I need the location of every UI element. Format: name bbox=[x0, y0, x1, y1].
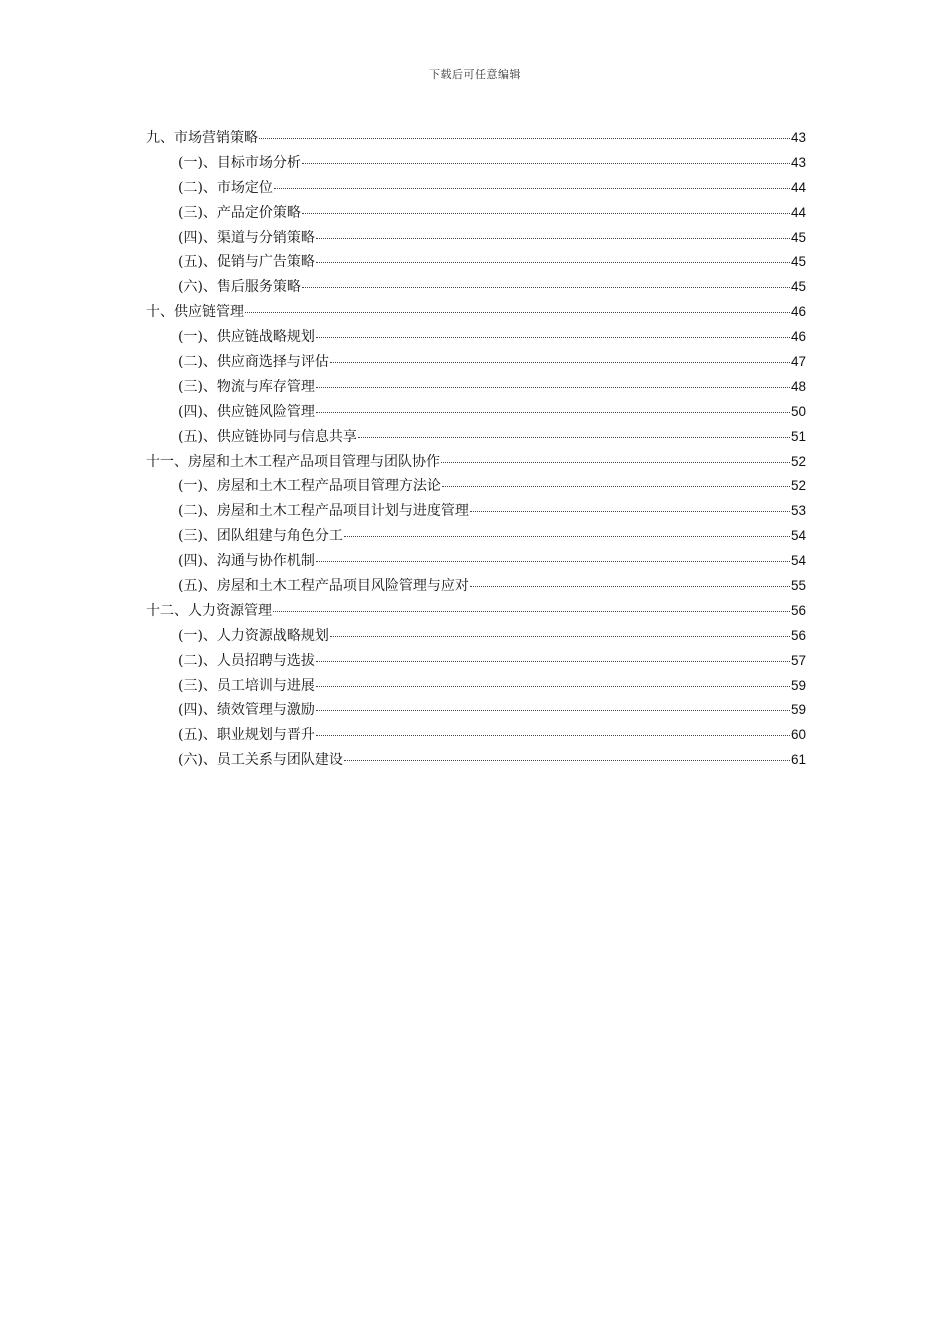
toc-entry-title: (四)、渠道与分销策略 bbox=[178, 229, 315, 246]
toc-entry-page-number: 54 bbox=[790, 528, 806, 544]
toc-entry-title: (六)、员工关系与团队建设 bbox=[178, 752, 343, 769]
toc-entry-title: (二)、房屋和土木工程产品项目计划与进度管理 bbox=[178, 503, 469, 520]
toc-dot-leader bbox=[344, 760, 790, 761]
toc-entry-title: (三)、员工培训与进展 bbox=[178, 677, 315, 694]
toc-entry-page-number: 52 bbox=[790, 453, 806, 469]
toc-entry-title: (五)、职业规划与晋升 bbox=[178, 727, 315, 744]
toc-section-entry[interactable] bbox=[146, 574, 806, 599]
toc-entry-title: (一)、目标市场分析 bbox=[178, 154, 301, 171]
toc-entry-title: (四)、绩效管理与激励 bbox=[178, 702, 315, 719]
toc-dot-leader bbox=[470, 586, 790, 587]
toc-section-entry[interactable] bbox=[146, 201, 806, 226]
toc-dot-leader bbox=[316, 710, 790, 711]
toc-entry-page-number: 44 bbox=[790, 204, 806, 220]
toc-entry-page-number: 55 bbox=[790, 578, 806, 594]
toc-entry-page-number: 43 bbox=[790, 130, 806, 145]
toc-entry-page-number: 61 bbox=[790, 752, 806, 768]
toc-entry-title: (一)、房屋和土木工程产品项目管理方法论 bbox=[178, 478, 441, 495]
toc-dot-leader bbox=[245, 312, 790, 313]
toc-entry-title: (三)、物流与库存管理 bbox=[178, 378, 315, 395]
toc-chapter-entry[interactable] bbox=[146, 300, 806, 325]
toc-dot-leader bbox=[274, 188, 790, 189]
toc-entry-page-number: 48 bbox=[790, 378, 806, 394]
toc-dot-leader bbox=[316, 686, 790, 687]
toc-section-entry[interactable] bbox=[146, 151, 806, 176]
toc-section-entry[interactable] bbox=[146, 624, 806, 649]
toc-dot-leader bbox=[316, 412, 790, 413]
toc-entry-page-number: 50 bbox=[790, 403, 806, 419]
toc-chapter-entry[interactable] bbox=[146, 599, 806, 624]
toc-dot-leader bbox=[442, 486, 790, 487]
toc-entry-title: (五)、促销与广告策略 bbox=[178, 254, 315, 271]
toc-dot-leader bbox=[316, 735, 790, 736]
toc-section-entry[interactable] bbox=[146, 649, 806, 674]
toc-section-entry[interactable] bbox=[146, 674, 806, 699]
toc-entry-title: (三)、团队组建与角色分工 bbox=[178, 528, 343, 545]
table-of-contents bbox=[146, 126, 806, 773]
toc-entry-title: 十一、房屋和土木工程产品项目管理与团队协作 bbox=[146, 453, 440, 470]
toc-entry-page-number: 56 bbox=[790, 627, 806, 643]
toc-dot-leader bbox=[358, 437, 790, 438]
toc-dot-leader bbox=[330, 636, 790, 637]
toc-section-entry[interactable] bbox=[146, 425, 806, 450]
toc-section-entry[interactable] bbox=[146, 549, 806, 574]
toc-dot-leader bbox=[316, 238, 790, 239]
toc-dot-leader bbox=[316, 262, 790, 263]
toc-entry-page-number: 53 bbox=[790, 503, 806, 519]
toc-section-entry[interactable] bbox=[146, 723, 806, 748]
toc-entry-page-number: 51 bbox=[790, 428, 806, 444]
toc-entry-page-number: 45 bbox=[790, 254, 806, 270]
toc-dot-leader bbox=[302, 287, 790, 288]
toc-dot-leader bbox=[273, 611, 790, 612]
toc-section-entry[interactable] bbox=[146, 748, 806, 773]
toc-entry-page-number: 46 bbox=[790, 304, 806, 320]
toc-chapter-entry[interactable] bbox=[146, 450, 806, 475]
toc-entry-page-number: 45 bbox=[790, 229, 806, 245]
toc-section-entry[interactable] bbox=[146, 250, 806, 275]
toc-dot-leader bbox=[344, 536, 790, 537]
toc-entry-title: (五)、供应链协同与信息共享 bbox=[178, 428, 357, 445]
toc-entry-page-number: 54 bbox=[790, 553, 806, 569]
toc-dot-leader bbox=[259, 138, 790, 139]
toc-entry-title: (三)、产品定价策略 bbox=[178, 204, 301, 221]
toc-entry-page-number: 43 bbox=[790, 154, 806, 170]
toc-dot-leader bbox=[302, 213, 790, 214]
toc-dot-leader bbox=[316, 661, 790, 662]
toc-entry-page-number: 59 bbox=[790, 702, 806, 718]
toc-section-entry[interactable] bbox=[146, 375, 806, 400]
toc-entry-title: (二)、人员招聘与选拔 bbox=[178, 652, 315, 669]
toc-entry-title: 十二、人力资源管理 bbox=[146, 602, 272, 619]
toc-section-entry[interactable] bbox=[146, 524, 806, 549]
toc-entry-page-number: 47 bbox=[790, 354, 806, 370]
toc-section-entry[interactable] bbox=[146, 176, 806, 201]
toc-entry-page-number: 59 bbox=[790, 677, 806, 693]
toc-entry-title: (六)、售后服务策略 bbox=[178, 279, 301, 296]
toc-section-entry[interactable] bbox=[146, 226, 806, 251]
toc-entry-page-number: 52 bbox=[790, 478, 806, 494]
toc-entry-title: (四)、沟通与协作机制 bbox=[178, 553, 315, 570]
toc-entry-title: (四)、供应链风险管理 bbox=[178, 403, 315, 420]
toc-dot-leader bbox=[330, 362, 790, 363]
toc-section-entry[interactable] bbox=[146, 325, 806, 350]
toc-dot-leader bbox=[316, 561, 790, 562]
toc-dot-leader bbox=[302, 163, 790, 164]
toc-chapter-entry[interactable] bbox=[146, 126, 806, 151]
toc-section-entry[interactable] bbox=[146, 499, 806, 524]
toc-section-entry[interactable] bbox=[146, 698, 806, 723]
page-header: 下载后可任意编辑 bbox=[429, 68, 521, 81]
toc-entry-page-number: 45 bbox=[790, 279, 806, 295]
toc-entry-title: (一)、供应链战略规划 bbox=[178, 329, 315, 346]
toc-dot-leader bbox=[470, 511, 790, 512]
toc-entry-page-number: 60 bbox=[790, 727, 806, 743]
toc-section-entry[interactable] bbox=[146, 275, 806, 300]
toc-entry-title: (一)、人力资源战略规划 bbox=[178, 627, 329, 644]
toc-entry-page-number: 56 bbox=[790, 602, 806, 618]
toc-section-entry[interactable] bbox=[146, 400, 806, 425]
toc-entry-title: (五)、房屋和土木工程产品项目风险管理与应对 bbox=[178, 578, 469, 595]
toc-entry-page-number: 44 bbox=[790, 179, 806, 195]
toc-entry-page-number: 57 bbox=[790, 652, 806, 668]
toc-entry-title: 十、供应链管理 bbox=[146, 304, 244, 321]
toc-dot-leader bbox=[316, 387, 790, 388]
toc-dot-leader bbox=[441, 462, 790, 463]
toc-entry-title: 九、市场营销策略 bbox=[146, 130, 258, 146]
toc-entry-title: (二)、供应商选择与评估 bbox=[178, 354, 329, 371]
toc-section-entry[interactable] bbox=[146, 474, 806, 499]
toc-entry-title: (二)、市场定位 bbox=[178, 179, 273, 196]
toc-section-entry[interactable] bbox=[146, 350, 806, 375]
toc-entry-page-number: 46 bbox=[790, 329, 806, 345]
toc-dot-leader bbox=[316, 337, 790, 338]
